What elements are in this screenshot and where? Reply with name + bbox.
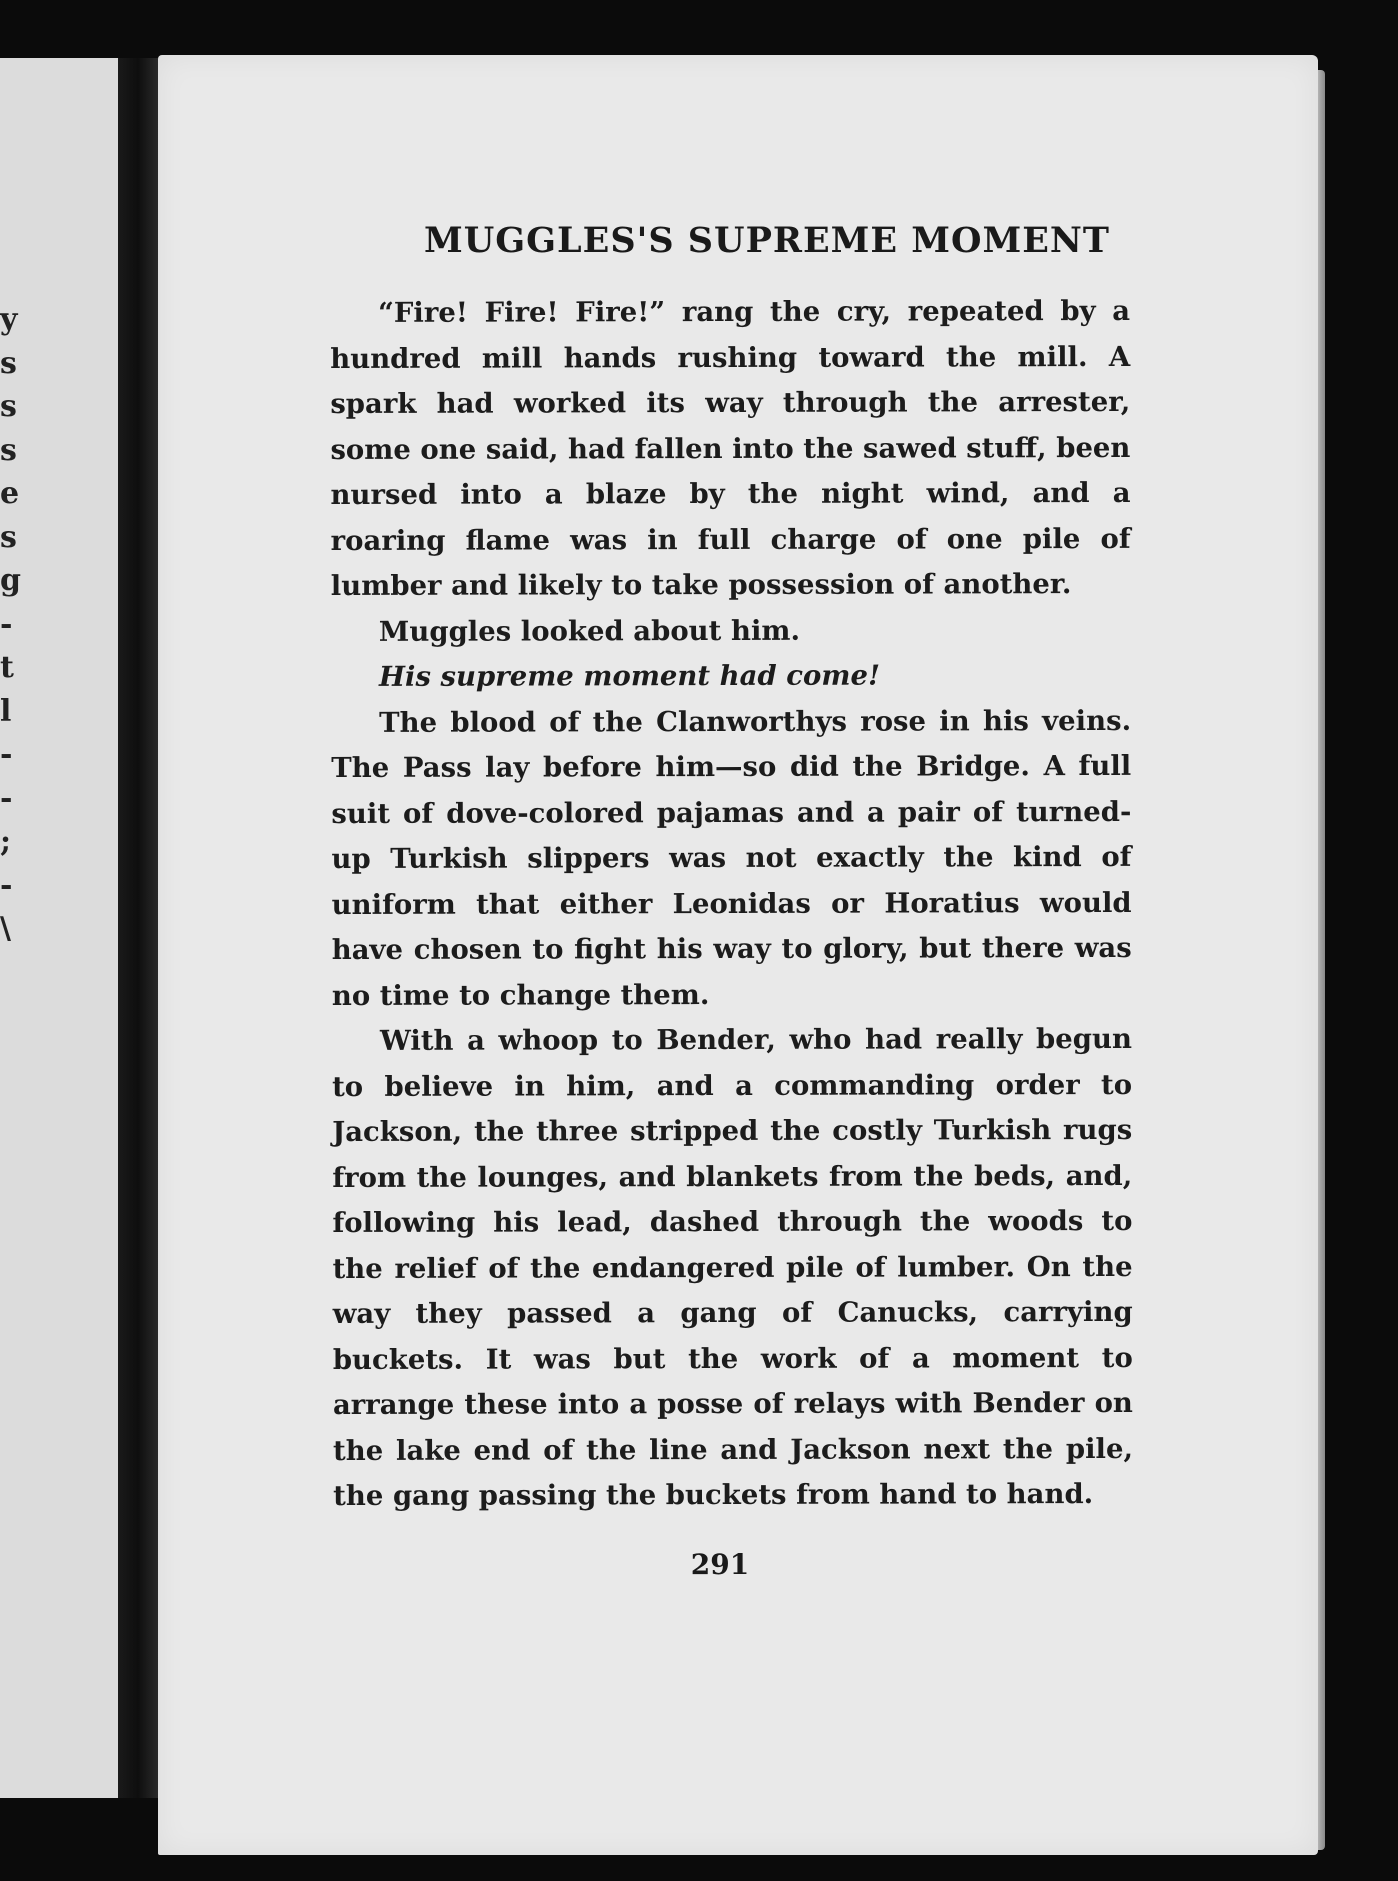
left-page-fragment: g [0, 563, 21, 598]
paragraph-clanworthys: The blood of the Clanworthys rose in his veins. The Pass lay before him—so did the Bridge. A full suit of dove-colored pajamas and a pair of turned-up Turkish slippers was not exactly the kind of uniform that either Leonidas or Horatius would have chosen to fight his way to glory, but there was no time to change them. [331, 704, 1132, 1012]
left-page-fragment: \ [0, 911, 11, 946]
left-page-fragment: s [0, 345, 17, 381]
left-page-fragment: - [0, 606, 13, 642]
paragraph-supreme-moment: His supreme moment had come! [378, 659, 881, 693]
left-page-fragment: - [0, 737, 13, 772]
left-page-fragment: l [0, 693, 12, 729]
left-page-fragment: - [0, 867, 13, 903]
left-page-fragment: s [0, 432, 17, 468]
left-page-fragment: y [0, 302, 18, 337]
running-header: MUGGLES'S SUPREME MOMENT [424, 220, 1110, 261]
left-page-fragment: t [0, 650, 14, 685]
paragraph-muggles-looked: Muggles looked about him. [378, 614, 801, 648]
left-page-fragment: s [0, 389, 17, 424]
left-page-fragment: s [0, 519, 17, 555]
body-text [330, 289, 1133, 1520]
left-page-text-fragments [0, 298, 30, 951]
left-page-fragment: e [0, 476, 20, 511]
left-page-fragment: ; [0, 824, 12, 859]
left-page-fragment: - [0, 780, 13, 816]
book-gutter [118, 58, 158, 1798]
page-number: 291 [690, 1548, 750, 1581]
paragraph-whoop-to-bender: With a whoop to Bender, who had really begun to believe in him, and a commanding order to Jackson, the three stripped the costly Turkish rugs from the lounges, and blankets from the beds, and, following his lead, dashed through the woods to the relief of the endangered pile of lumber. On the way they passed a gang of Canucks, carrying buckets. It was but the work of a moment to arrange these into a posse of relays with Bender on the lake end of the line and Jackson next the pile, the gang passing the buckets from hand to hand. [332, 1022, 1134, 1512]
paragraph-fire-cry: “Fire! Fire! Fire!” rang the cry, repeated by a hundred mill hands rushing toward the mill. A spark had worked its way through the arrester, some one said, had fallen into the sawed stuff, been nursed into a blaze by the night wind, and a roaring flame was in full charge of one pile of lumber and likely to take possession of another. [330, 294, 1131, 602]
